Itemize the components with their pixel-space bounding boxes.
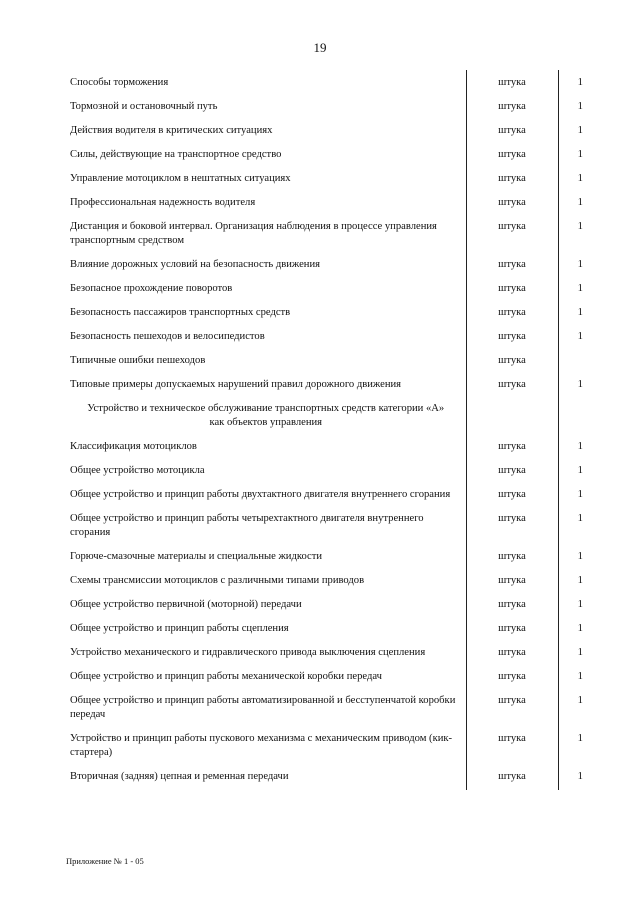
item-quantity: 1	[577, 771, 583, 782]
item-name: Способы торможения	[70, 77, 169, 88]
item-quantity: 1	[577, 551, 583, 562]
item-unit: штука	[466, 142, 558, 166]
table-row	[66, 664, 606, 688]
item-quantity: 1	[577, 125, 583, 136]
item-unit: штука	[466, 166, 558, 190]
item-name: Устройство и принцип работы пускового механизма с механическим приводом (кик-стартера)	[70, 733, 453, 758]
item-unit: штука	[466, 348, 558, 372]
item-quantity: 1	[577, 173, 583, 184]
item-unit: штука	[466, 276, 558, 300]
item-quantity: 1	[577, 77, 583, 88]
item-name: Безопасность пассажиров транспортных средств	[70, 307, 291, 318]
item-name: Общее устройство и принцип работы четырехтактного двигателя внутреннего сгорания	[70, 513, 424, 538]
item-quantity: 1	[577, 283, 583, 294]
item-name: Действия водителя в критических ситуациях	[70, 125, 273, 136]
item-name: Вторичная (задняя) цепная и ременная передачи	[70, 771, 289, 782]
item-quantity: 1	[577, 695, 583, 706]
item-name: Устройство механического и гидравлического привода выключения сцепления	[70, 647, 426, 658]
item-quantity: 1	[577, 379, 583, 390]
item-quantity: 1	[577, 733, 583, 744]
item-quantity: 1	[577, 101, 583, 112]
item-unit: штука	[466, 214, 558, 252]
table-row	[66, 276, 606, 300]
item-name: Типичные ошибки пешеходов	[70, 355, 206, 366]
table-row	[66, 214, 606, 252]
table-row	[66, 348, 606, 372]
item-name: Безопасность пешеходов и велосипедистов	[70, 331, 265, 342]
footer-note: Приложение № 1 - 05	[66, 856, 144, 866]
item-name: Влияние дорожных условий на безопасность движения	[70, 259, 321, 270]
item-quantity: 1	[577, 441, 583, 452]
table-row	[66, 190, 606, 214]
table-row	[66, 726, 606, 764]
item-name: Общее устройство и принцип работы механической коробки передач	[70, 671, 382, 682]
item-unit: штука	[466, 94, 558, 118]
item-name: Типовые примеры допускаемых нарушений правил дорожного движения	[70, 379, 402, 390]
table-row	[66, 482, 606, 506]
item-unit: штука	[466, 664, 558, 688]
item-unit: штука	[466, 118, 558, 142]
item-unit: штука	[466, 616, 558, 640]
table-row	[66, 372, 606, 396]
table-row	[66, 544, 606, 568]
table-row	[66, 166, 606, 190]
table-row	[66, 640, 606, 664]
item-unit: штука	[466, 726, 558, 764]
item-unit: штука	[466, 640, 558, 664]
item-quantity	[558, 396, 606, 434]
item-name: Общее устройство и принцип работы сцепления	[70, 623, 289, 634]
item-quantity: 1	[577, 575, 583, 586]
item-quantity: 1	[577, 647, 583, 658]
item-unit: штука	[466, 70, 558, 94]
section-heading-row	[66, 396, 606, 434]
equipment-table-body	[66, 70, 606, 790]
equipment-table-container	[66, 70, 606, 790]
item-unit: штука	[466, 544, 558, 568]
item-unit: штука	[466, 372, 558, 396]
item-unit: штука	[466, 458, 558, 482]
table-row	[66, 324, 606, 348]
item-quantity: 1	[577, 465, 583, 476]
item-quantity: 1	[577, 671, 583, 682]
table-row	[66, 300, 606, 324]
table-row	[66, 568, 606, 592]
table-row	[66, 94, 606, 118]
item-unit: штука	[466, 506, 558, 544]
page-number: 19	[313, 40, 327, 55]
item-name: Горюче-смазочные материалы и специальные жидкости	[70, 551, 323, 562]
item-name: Дистанция и боковой интервал. Организация наблюдения в процессе управления транспортным средством	[70, 221, 437, 246]
item-quantity: 1	[577, 599, 583, 610]
table-row	[66, 118, 606, 142]
item-unit: штука	[466, 324, 558, 348]
item-name: Силы, действующие на транспортное средство	[70, 149, 282, 160]
item-name: Общее устройство мотоцикла	[70, 465, 205, 476]
item-quantity: 1	[577, 513, 583, 524]
table-row	[66, 616, 606, 640]
table-row	[66, 70, 606, 94]
item-name: Схемы трансмиссии мотоциклов с различными типами приводов	[70, 575, 365, 586]
item-unit: штука	[466, 764, 558, 790]
item-name: Общее устройство первичной (моторной) передачи	[70, 599, 302, 610]
table-row	[66, 688, 606, 726]
item-unit: штука	[466, 300, 558, 324]
item-quantity: 1	[577, 331, 583, 342]
item-unit: штука	[466, 592, 558, 616]
table-row	[66, 142, 606, 166]
item-quantity: 1	[577, 149, 583, 160]
item-quantity	[558, 348, 606, 372]
item-quantity: 1	[577, 307, 583, 318]
item-quantity: 1	[577, 221, 583, 232]
item-quantity: 1	[577, 623, 583, 634]
item-unit	[466, 396, 558, 434]
item-unit: штука	[466, 482, 558, 506]
item-name: Профессиональная надежность водителя	[70, 197, 256, 208]
item-name: Общее устройство и принцип работы автоматизированной и бесступенчатой коробки передач	[70, 695, 456, 720]
item-unit: штука	[466, 568, 558, 592]
table-row	[66, 764, 606, 790]
table-row	[66, 506, 606, 544]
item-quantity: 1	[577, 259, 583, 270]
table-row	[66, 434, 606, 458]
section-heading: Устройство и техническое обслуживание транспортных средств категории «А» как объектов управления	[87, 403, 445, 428]
equipment-table	[66, 70, 606, 790]
item-name: Тормозной и остановочный путь	[70, 101, 218, 112]
item-unit: штука	[466, 434, 558, 458]
item-unit: штука	[466, 190, 558, 214]
item-unit: штука	[466, 688, 558, 726]
item-name: Классификация мотоциклов	[70, 441, 197, 452]
item-unit: штука	[466, 252, 558, 276]
table-row	[66, 252, 606, 276]
item-name: Управление мотоциклом в нештатных ситуациях	[70, 173, 291, 184]
item-quantity: 1	[577, 197, 583, 208]
item-name: Безопасное прохождение поворотов	[70, 283, 233, 294]
table-row	[66, 592, 606, 616]
item-quantity: 1	[577, 489, 583, 500]
table-row	[66, 458, 606, 482]
item-name: Общее устройство и принцип работы двухтактного двигателя внутреннего сгорания	[70, 489, 451, 500]
